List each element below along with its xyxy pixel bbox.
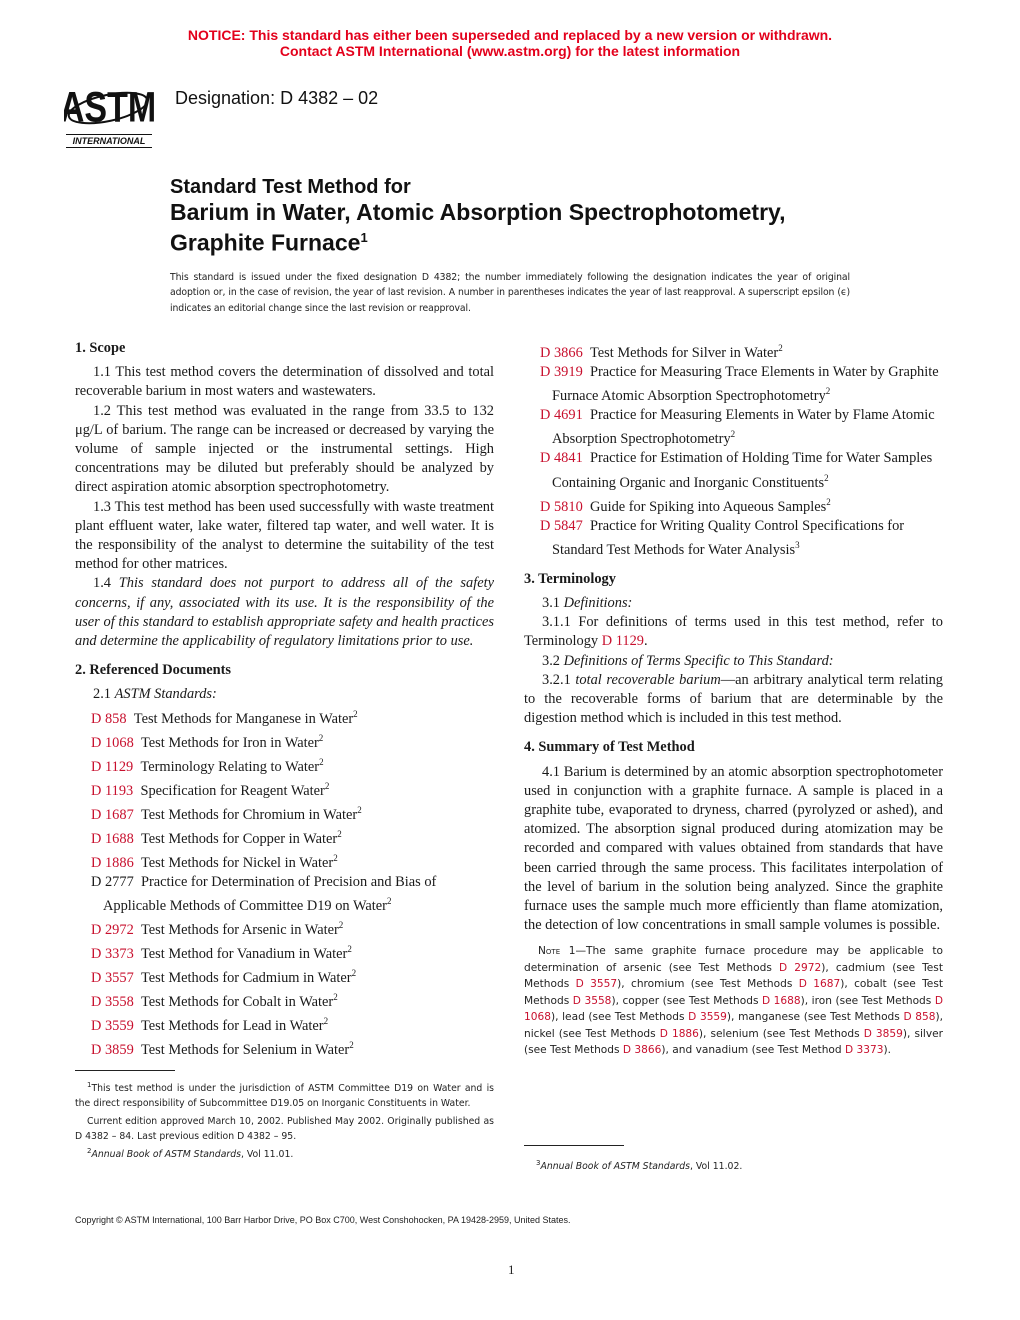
reference-footnote-mark: 3: [795, 539, 800, 550]
reference-title: Specification for Reagent Water: [140, 782, 325, 799]
title-line-3: [170, 225, 786, 256]
reference-footnote-mark: 2: [319, 756, 324, 767]
issued-notice: This standard is issued under the fixed designation D 4382; the number immediately following the designation indicates the year of original adoption or, in the case of revision, the year of last revision. A number in parentheses indicates the year of last reapproval. A superscript epsilon (ϵ) indicates an editorial change since the last revision or reapproval.: [170, 272, 850, 314]
section-heading-summary: 4. Summary of Test Method: [524, 739, 695, 756]
reference-item: [75, 705, 494, 729]
note-ref-link[interactable]: D 3557: [575, 978, 618, 991]
reference-code-link[interactable]: D 1688: [91, 830, 134, 847]
para-3-2-1-term: total recoverable barium: [575, 671, 721, 688]
note-text: ), iron (see Test Methods: [800, 994, 935, 1007]
reference-code-link[interactable]: D 4691: [540, 407, 583, 424]
reference-title: Test Methods for Copper in Water: [140, 830, 338, 847]
para-3-2-label: Definitions of Terms Specific to This Standard:: [563, 652, 834, 669]
reference-item: [75, 777, 494, 801]
section-heading-terminology: 3. Terminology: [524, 570, 616, 587]
reference-title: Test Methods for Iron in Water: [140, 734, 319, 751]
reference-footnote-mark: 2: [386, 895, 392, 906]
note-text: ), cadmium (see Test Methods: [524, 961, 943, 991]
designation: Designation: D 4382 – 02: [175, 88, 379, 108]
note-ref-link[interactable]: D 1068: [524, 994, 943, 1024]
para-3-1-1-text: 3.1.1 For definitions of terms used in this test method, refer to Terminology: [524, 614, 943, 650]
para-3-2-num: 3.2: [542, 652, 564, 669]
reference-item: [75, 1012, 494, 1036]
reference-footnote-mark: 2: [324, 780, 330, 791]
para-3-1-num: 3.1: [542, 595, 564, 612]
reference-item: [524, 517, 943, 560]
reference-footnote-mark: 2: [323, 1015, 329, 1026]
reference-code-link[interactable]: D 1193: [91, 782, 134, 799]
footnote-3-italic: Annual Book of ASTM Standards: [540, 1161, 690, 1173]
notice-line-1: NOTICE: This standard has either been superseded and replaced by a new version or withdrawn.: [187, 27, 833, 43]
reference-title: Test Methods for Arsenic in Water: [140, 921, 339, 938]
reference-item: [75, 801, 494, 825]
reference-title: Test Methods for Cadmium in Water: [140, 969, 352, 986]
left-column: [75, 339, 494, 1060]
note-ref-link[interactable]: D 3866: [622, 1044, 662, 1057]
para-2-1-num: 2.1: [93, 686, 115, 703]
footnote-3-mark: 3: [536, 1159, 541, 1167]
para-3-1-label: Definitions:: [563, 595, 633, 612]
note-text: ), cobalt (see Test Methods: [524, 978, 943, 1007]
reference-code-link[interactable]: D 3557: [91, 969, 134, 986]
para-4-1: 4.1 Barium is determined by an atomic absorption spectrophotometer used in conjunction with a graphite furnace. A sample is placed in a graphite tube, evaporated to dryness, charred (pyrolyzed or ashed), and atomized. The absorption signal produced during atomization may be recorded and compared with values obtained from standards that have been carried through the same process. This facilitates interpolation of the level of barium in the solution being analyzed. Since the graphite furnace uses the sample much more efficiently than flame atomization, the detection of low concentrations in small sample volumes is possible.: [524, 763, 943, 934]
reference-footnote-mark: 2: [347, 943, 352, 954]
reference-footnote-mark: 2: [351, 967, 357, 978]
para-3-2-1-num: 3.2.1: [542, 671, 576, 688]
footnotes-left: [75, 1078, 494, 1162]
reference-title: Practice for Estimation of Holding Time for Water Samples Containing Organic and Inorganic Constituents: [552, 450, 933, 491]
note-text: ), silver (see Test Methods: [524, 1027, 943, 1057]
note-ref-link[interactable]: D 1687: [798, 978, 841, 991]
footnote-3: [524, 1156, 943, 1174]
reference-code-link[interactable]: D 1129: [91, 758, 134, 775]
note-text: ), and vanadium (see Test Method: [661, 1044, 845, 1057]
reference-title: Test Methods for Selenium in Water: [140, 1041, 350, 1058]
para-3-1: [524, 594, 943, 613]
reference-footnote-mark: 2: [730, 429, 736, 440]
reference-title: Test Methods for Chromium in Water: [140, 806, 358, 823]
title-line-1: Standard Test Method for: [170, 176, 411, 198]
note-text: ), copper (see Test Methods: [611, 994, 762, 1007]
reference-title: Practice for Measuring Elements in Water by Flame Atomic Absorption Spectrophotometry: [552, 407, 935, 448]
footnote-2-rest: , Vol 11.01.: [240, 1149, 294, 1161]
reference-code-link[interactable]: D 3558: [91, 993, 134, 1010]
reference-code-link[interactable]: D 1068: [91, 734, 134, 751]
note-text: ), selenium (see Test Methods: [698, 1027, 864, 1040]
note-ref-link[interactable]: D 3558: [572, 994, 612, 1007]
note-ref-link[interactable]: D 1886: [659, 1027, 699, 1040]
note-1-label: Note 1: [538, 945, 576, 958]
para-3-1-1: [524, 613, 943, 651]
note-ref-link[interactable]: D 3373: [845, 1044, 884, 1057]
footnote-1-text: This test method is under the jurisdiction of ASTM Committee D19 on Water and is the direct responsibility of Subcommittee D19.05 on Inorganic Constituents in Water.: [75, 1083, 494, 1110]
ref-link-d1129[interactable]: D 1129: [601, 633, 644, 650]
para-2-1: [75, 685, 494, 704]
svg-text:ASTM: ASTM: [64, 84, 157, 132]
reference-code-link[interactable]: D 5847: [540, 517, 583, 534]
notice-line-2: Contact ASTM International (www.astm.org) for the latest information: [279, 43, 741, 59]
note-text: ), lead (see Test Methods: [550, 1011, 689, 1024]
footnote-3-rest: , Vol 11.02.: [689, 1161, 743, 1173]
supersession-notice: [0, 27, 1020, 59]
reference-code-link[interactable]: D 1886: [91, 854, 134, 871]
title-line-3-text: Graphite Furnace: [170, 229, 361, 256]
note-text: ), nickel (see Test Methods: [524, 1011, 943, 1040]
title-footnote-mark[interactable]: 1: [360, 230, 368, 245]
reference-footnote-mark: 2: [338, 919, 344, 930]
note-ref-link[interactable]: D 2972: [778, 961, 822, 974]
reference-item: [75, 753, 494, 777]
reference-code-link[interactable]: D 5810: [540, 498, 583, 515]
reference-title: Practice for Writing Quality Control Specifications for Standard Test Methods for Water Analysis: [552, 517, 905, 558]
reference-footnote-mark: 2: [353, 708, 358, 719]
footnote-2-mark: 2: [87, 1147, 92, 1156]
para-3-2-1: [524, 671, 943, 729]
reference-item: [75, 964, 494, 988]
reference-code-link[interactable]: D 3859: [91, 1041, 134, 1058]
reference-title: Test Method for Vanadium in Water: [140, 945, 348, 962]
para-3-1-1-end: .: [643, 633, 648, 650]
note-text: ).: [883, 1044, 892, 1057]
footnote-2-italic: Annual Book of ASTM Standards: [91, 1149, 241, 1161]
footnote-1: [75, 1078, 494, 1111]
reference-title: Test Methods for Lead in Water: [140, 1017, 324, 1034]
reference-item: [75, 916, 494, 940]
reference-list-left: [75, 705, 494, 1060]
reference-footnote-mark: 2: [826, 496, 831, 507]
reference-list-right: [524, 339, 943, 560]
reference-footnote-mark: 2: [824, 472, 829, 483]
reference-code-link[interactable]: D 1687: [91, 806, 134, 823]
reference-code-link: D 2777: [91, 873, 134, 890]
note-text: ), manganese (see Test Methods: [726, 1011, 904, 1024]
right-column: [524, 339, 943, 1059]
reference-code-link[interactable]: D 3919: [540, 364, 583, 380]
note-ref-link[interactable]: D 3859: [863, 1027, 903, 1040]
para-1-3: 1.3 This test method has been used successfully with waste treatment plant effluent water, lake water, filtered tap water, and well water. It is the responsibility of the analyst to determine the suitability of the test method for other matrices.: [75, 498, 494, 573]
section-heading-scope: 1. Scope: [75, 340, 126, 356]
reference-item: [75, 940, 494, 964]
reference-item: [524, 363, 943, 406]
reference-title: Practice for Measuring Trace Elements in Water by Graphite Furnace Atomic Absorption Spectrophotometry: [552, 364, 939, 404]
note-1: [524, 943, 943, 1059]
para-2-1-label: ASTM Standards:: [114, 686, 217, 703]
svg-text:INTERNATIONAL: INTERNATIONAL: [72, 136, 146, 146]
reference-item: [524, 406, 943, 449]
reference-title: Test Methods for Cobalt in Water: [140, 993, 334, 1010]
para-1-2: 1.2 This test method was evaluated in the range from 33.5 to 132 μg/L of barium. The range can be increased or decreased by varying the volume of sample injected or the instrumental settings. High concentrations may be diluted but preferably should be analyzed by direct aspiration atomic absorption spectrophotometry.: [75, 402, 494, 496]
reference-item: [524, 339, 943, 363]
footnote-rule-right: [524, 1145, 624, 1146]
section-heading-referenced-documents: 2. Referenced Documents: [75, 662, 231, 679]
footnote-1-edition: Current edition approved March 10, 2002. Published May 2002. Originally published as D 4382 – 84. Last previous edition D 4382 – 95.: [75, 1116, 494, 1143]
note-text: ), chromium (see Test Methods: [617, 978, 799, 991]
reference-item: [75, 1036, 494, 1060]
reference-item: [75, 849, 494, 873]
para-1-4-text: This standard does not purport to address all of the safety concerns, if any, associated with its use. It is the responsibility of the user of this standard to establish appropriate safety and health practices and determine the applicability of regulatory limitations prior to use.: [75, 575, 494, 650]
footnote-2: [75, 1144, 494, 1162]
reference-footnote-mark: 2: [778, 343, 783, 353]
reference-code-link[interactable]: D 3866: [540, 344, 583, 361]
reference-footnote-mark: 2: [825, 386, 831, 397]
note-ref-link[interactable]: D 858: [903, 1011, 936, 1024]
reference-title: Guide for Spiking into Aqueous Samples: [589, 498, 827, 515]
note-text: —The same graphite furnace procedure may be applicable to determination of arsenic (see Test Methods: [524, 945, 943, 974]
reference-code-link[interactable]: D 2972: [91, 921, 134, 938]
reference-title: Practice for Determination of Precision and Bias of Applicable Methods of Committee D19 on Water: [103, 873, 437, 914]
page-title: [170, 175, 786, 256]
reference-footnote-mark: 2: [333, 991, 338, 1002]
reference-item: [524, 449, 943, 492]
para-3-2-1-def: —an arbitrary analytical term relating to the recoverable forms of barium that are determinable by the digestion method which is included in this test method.: [524, 671, 943, 727]
reference-footnote-mark: 2: [357, 804, 362, 815]
para-3-2: [524, 652, 943, 671]
copyright-line: Copyright © ASTM International, 100 Barr Harbor Drive, PO Box C700, West Conshohocken, PA 19428-2959, United States.: [75, 1215, 571, 1225]
page-number: 1: [508, 1262, 515, 1277]
reference-code-link[interactable]: D 3559: [91, 1017, 134, 1034]
reference-code-link[interactable]: D 858: [91, 710, 127, 727]
para-1-4: [75, 574, 494, 651]
reference-title: Terminology Relating to Water: [140, 758, 320, 775]
reference-item: [75, 873, 494, 916]
footnotes-right: [524, 1156, 943, 1174]
reference-item: [75, 729, 494, 753]
title-line-2: Barium in Water, Atomic Absorption Spectrophotometry,: [170, 199, 786, 225]
footnote-1-mark: 1: [87, 1081, 92, 1089]
para-1-4-num: 1.4: [93, 575, 119, 592]
reference-title: Test Methods for Nickel in Water: [140, 854, 334, 871]
note-ref-link[interactable]: D 3559: [688, 1011, 727, 1024]
reference-footnote-mark: 2: [337, 828, 342, 839]
reference-title: Test Methods for Silver in Water: [589, 344, 779, 361]
reference-footnote-mark: 2: [349, 1039, 354, 1050]
reference-title: Test Methods for Manganese in Water: [133, 710, 354, 727]
reference-footnote-mark: 2: [333, 852, 338, 863]
reference-item: [524, 493, 943, 517]
note-ref-link[interactable]: D 1688: [761, 994, 801, 1007]
reference-code-link[interactable]: D 3373: [91, 945, 134, 962]
reference-item: [75, 988, 494, 1012]
reference-code-link[interactable]: D 4841: [540, 450, 583, 467]
reference-item: [75, 825, 494, 849]
reference-footnote-mark: 2: [318, 732, 324, 743]
footnote-rule-left: [75, 1070, 175, 1071]
para-1-1: 1.1 This test method covers the determination of dissolved and total recoverable barium in most waters and wastewaters.: [75, 364, 494, 400]
astm-international-logo-icon: [64, 78, 160, 150]
